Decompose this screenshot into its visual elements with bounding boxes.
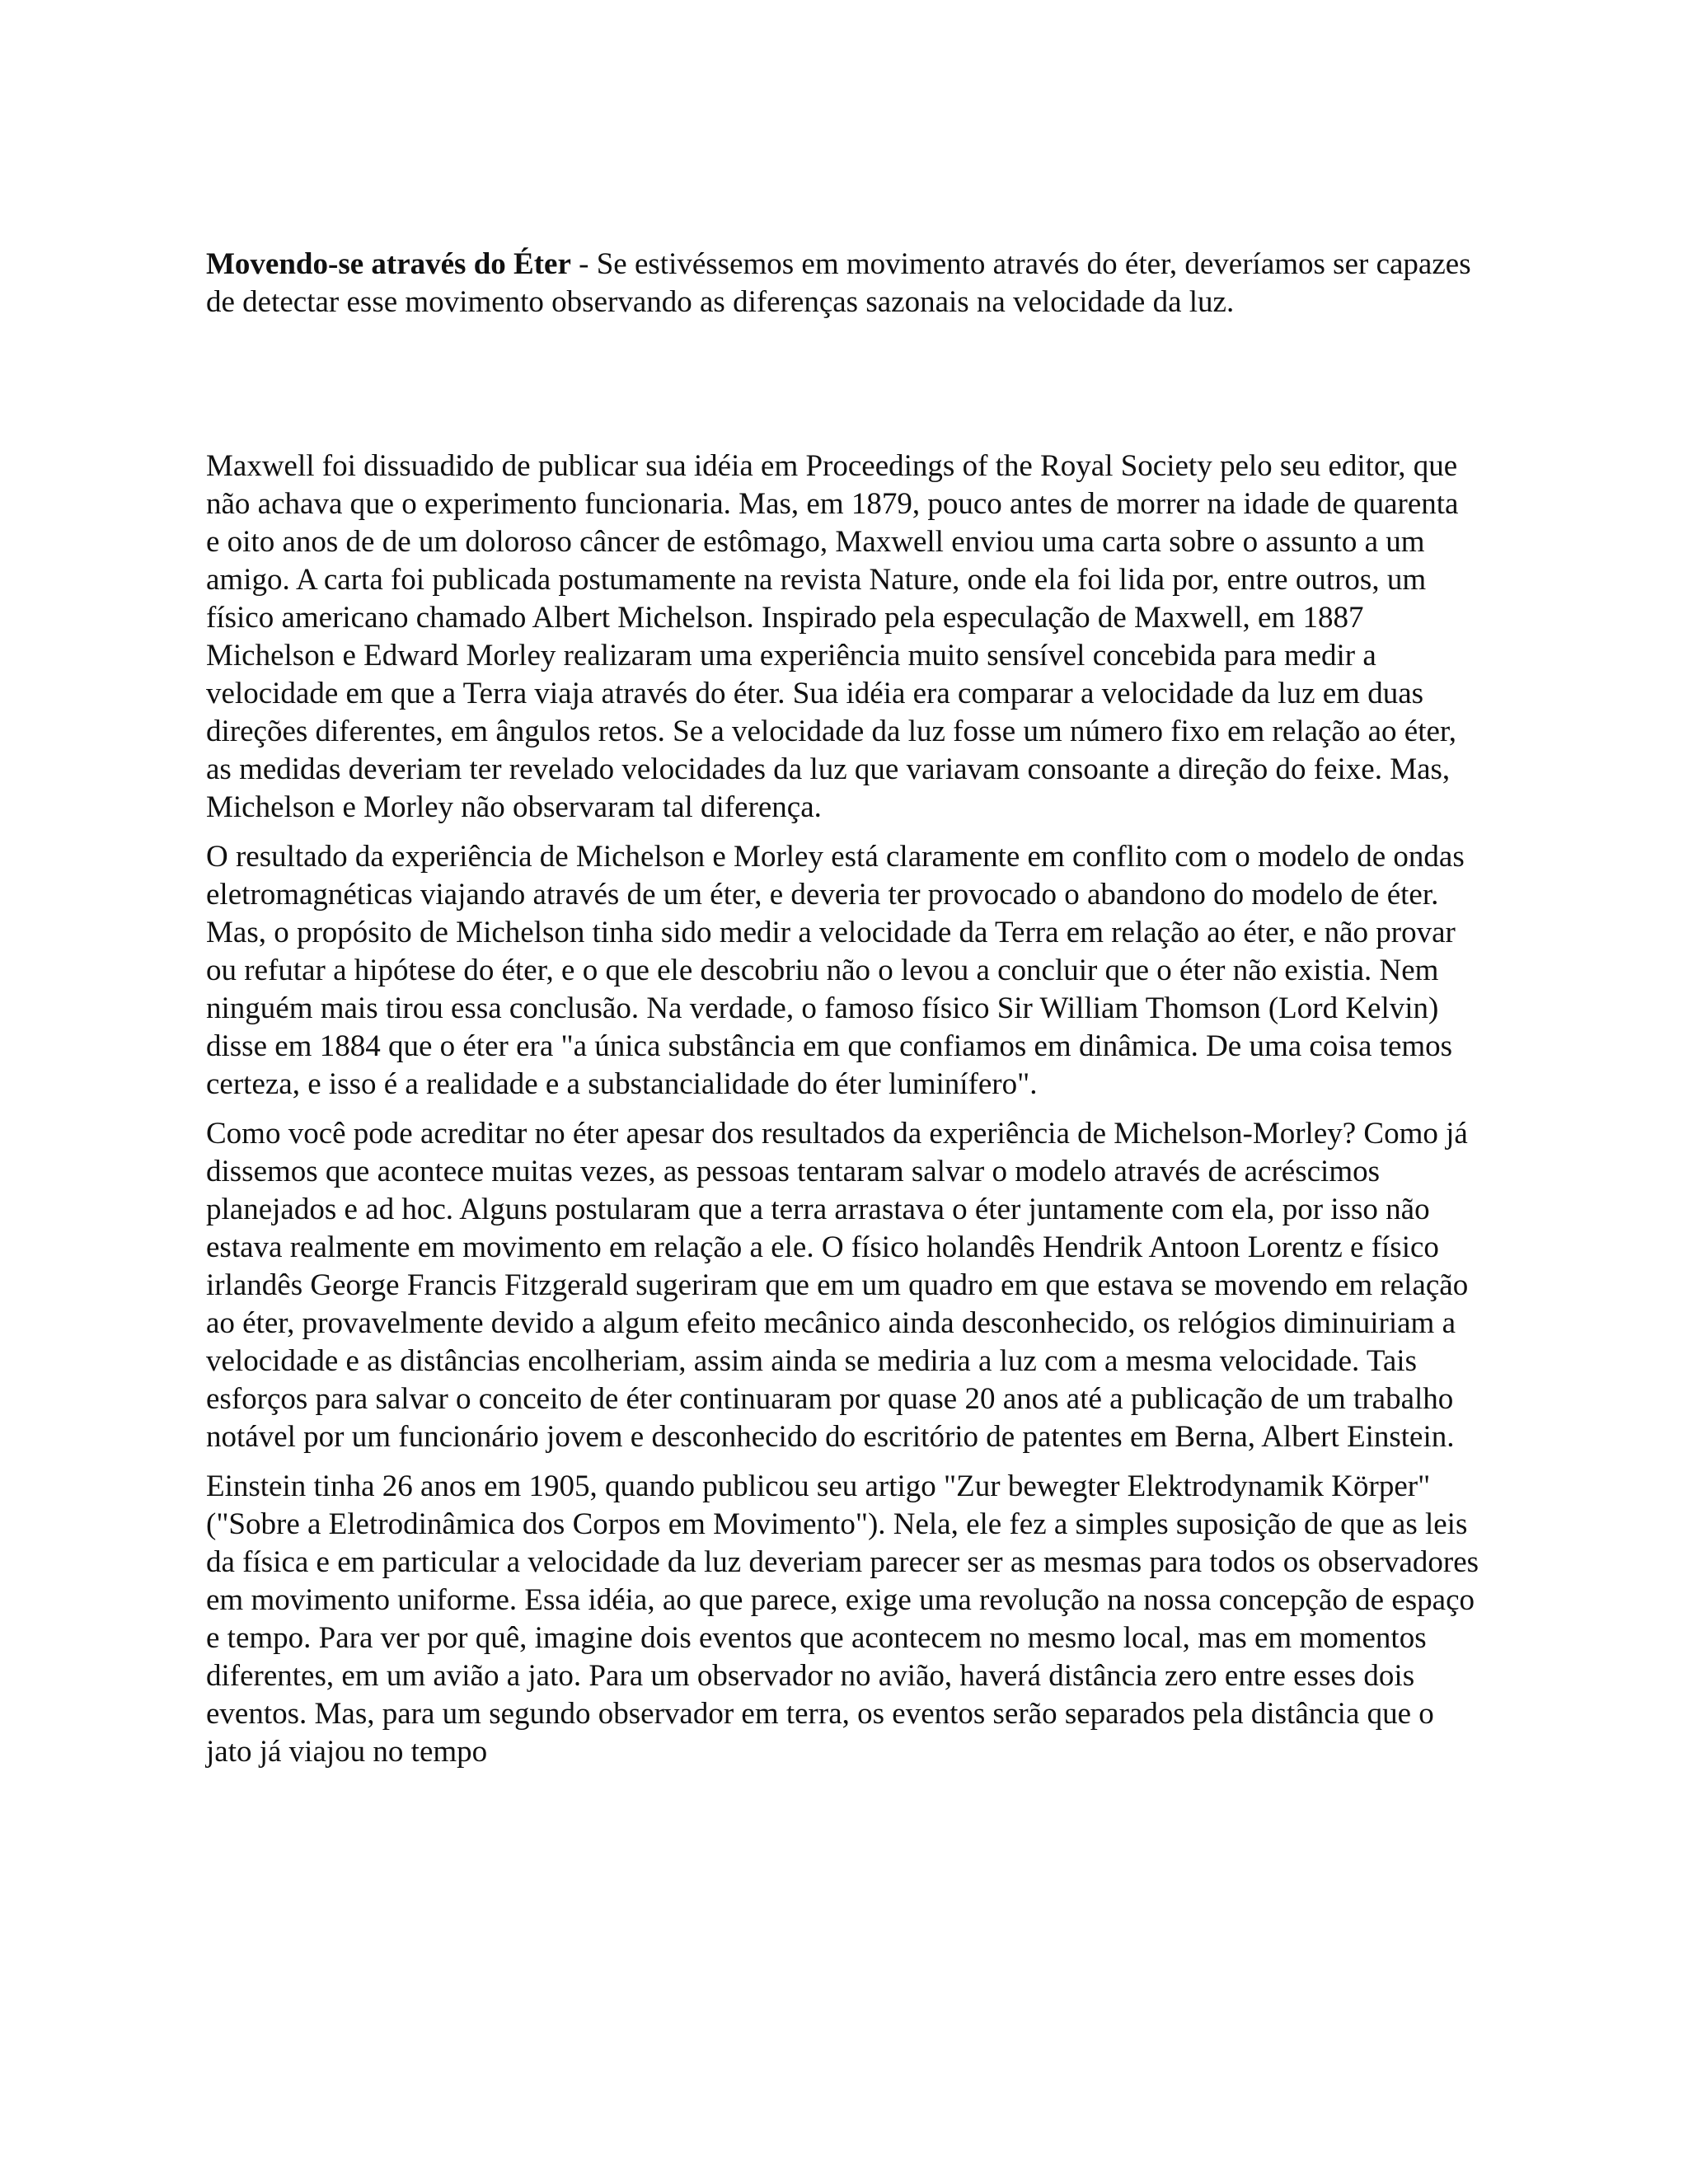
caption-text: - Se estivéssemos em movimento através do éter, deveríamos ser capazes de detectar esse movimento observando as diferenças sazonais na velocidade da luz. [206, 247, 1471, 319]
paragraph-maxwell: Maxwell foi dissuadido de publicar sua idéia em Proceedings of the Royal Society pelo seu editor, que não achava que o experimento funcionaria. Mas, em 1879, pouco antes de morrer na idade de quarenta e oito anos de de um doloroso câncer de estômago, Maxwell enviou uma carta sobre o assunto a um amigo. A carta foi publicada postumamente na revista Nature, onde ela foi lida por, entre outros, um físico americano chamado Albert Michelson. Inspirado pela especulação de Maxwell, em 1887 Michelson e Edward Morley realizaram uma experiência muito sensível concebida para medir a velocidade em que a Terra viaja através do éter. Sua idéia era comparar a velocidade da luz em duas direções diferentes, em ângulos retos. Se a velocidade da luz fosse um número fixo em relação ao éter, as medidas deveriam ter revelado velocidades da luz que variavam consoante a direção do feixe. Mas, Michelson e Morley não observaram tal diferença. [206, 449, 1459, 824]
paragraph-michelson-morley: O resultado da experiência de Michelson e Morley está claramente em conflito com o modelo de ondas eletromagnéticas viajando através de um éter, e deveria ter provocado o abandono do modelo de éter. Mas, o propósito de Michelson tinha sido medir a velocidade da Terra em relação ao éter, e não provar ou refutar a hipótese do éter, e o que ele descobriu não o levou a concluir que o éter não existia. Nem ninguém mais tirou essa conclusão. Na verdade, o famoso físico Sir William Thomson (Lord Kelvin) disse em 1884 que o éter era "a única substância em que confiamos em dinâmica. De uma coisa temos certeza, e isso é a realidade e a substancialidade do éter luminífero". [206, 840, 1465, 1101]
figure-gap [206, 321, 1479, 448]
figure-caption [206, 246, 1479, 321]
paragraph-einstein: Einstein tinha 26 anos em 1905, quando publicou seu artigo "Zur bewegter Elektrodynamik Körper" ("Sobre a Eletrodinâmica dos Corpos em Movimento"). Nela, ele fez a simples suposição de que as leis da física e em particular a velocidade da luz deveriam parecer ser as mesmas para todos os observadores em movimento uniforme. Essa idéia, ao que parece, exige uma revolução na nossa concepção de espaço e tempo. Para ver por quê, imagine dois eventos que acontecem no mesmo local, mas em momentos diferentes, em um avião a jato. Para um observador no avião, haverá distância zero entre esses dois eventos. Mas, para um segundo observador em terra, os eventos serão separados pela distância que o jato já viajou no tempo [206, 1469, 1479, 1769]
caption-title: Movendo-se através do Éter [206, 247, 571, 281]
document-body [206, 246, 1479, 1783]
paragraph-ether-belief: Como você pode acreditar no éter apesar dos resultados da experiência de Michelson-Morley? Como já dissemos que acontece muitas vezes, as pessoas tentaram salvar o modelo através de acréscimos planejados e ad hoc. Alguns postularam que a terra arrastava o éter juntamente com ela, por isso não estava realmente em movimento em relação a ele. O físico holandês Hendrik Antoon Lorentz e físico irlandês George Francis Fitzgerald sugeriram que em um quadro em que estava se movendo em relação ao éter, provavelmente devido a algum efeito mecânico ainda desconhecido, os relógios diminuiriam a velocidade e as distâncias encolheriam, assim ainda se mediria a luz com a mesma velocidade. Tais esforços para salvar o conceito de éter continuaram por quase 20 anos até a publicação de um trabalho notável por um funcionário jovem e desconhecido do escritório de patentes em Berna, Albert Einstein. [206, 1117, 1469, 1454]
